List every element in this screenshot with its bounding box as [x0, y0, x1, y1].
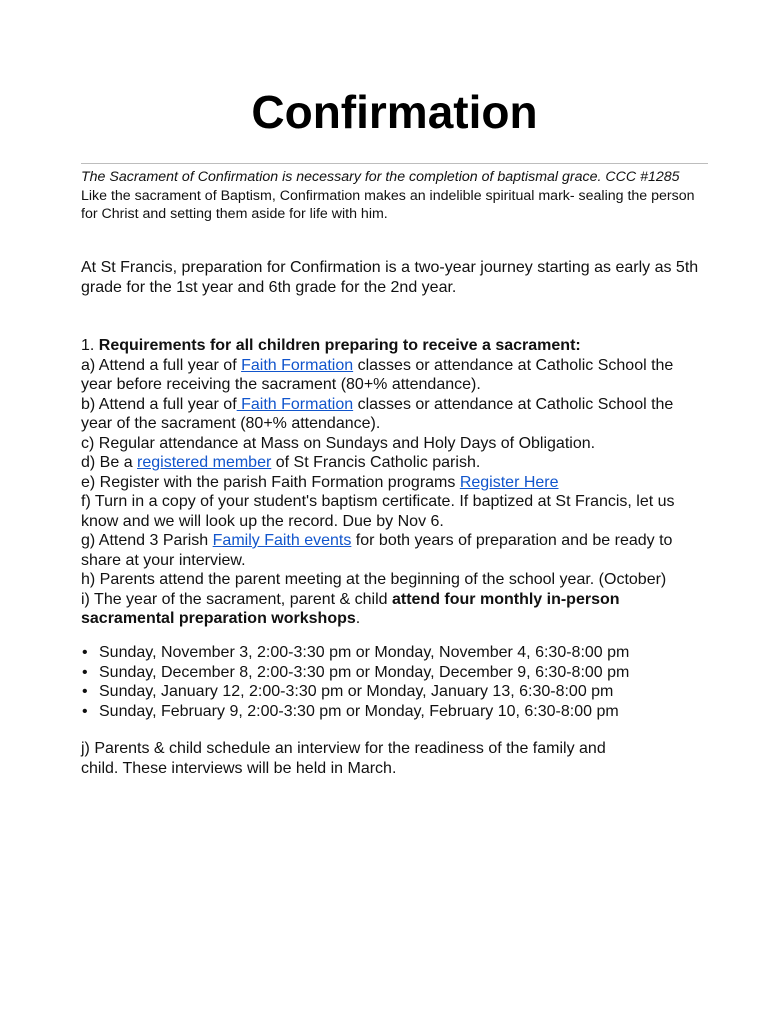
register-here-link[interactable]: Register Here: [459, 473, 559, 491]
registered-member-link[interactable]: registered member: [137, 454, 272, 471]
bullet-icon: •: [82, 683, 88, 700]
requirement-a-text: a) Attend a full year of: [81, 356, 242, 374]
workshop-date: Sunday, December 8, 2:00-3:30 pm or Monday, December 9, 6:30-8:00 pm: [99, 663, 630, 681]
requirement-g: [81, 531, 708, 570]
requirement-a: [81, 356, 708, 395]
workshop-date: Sunday, November 3, 2:00-3:30 pm or Monday, November 4, 6:30-8:00 pm: [99, 644, 630, 661]
page-title: Confirmation: [251, 86, 538, 138]
requirement-e: [81, 473, 708, 493]
requirement-d-text-end: of St Francis Catholic parish.: [271, 454, 481, 471]
workshop-date: Sunday, February 9, 2:00-3:30 pm or Monday, February 10, 6:30-8:00 pm: [99, 702, 619, 720]
requirement-g-text-end: for both years of preparation and be ready to share at your interview.: [81, 532, 673, 569]
interview-note: j) Parents & child schedule an interview for the readiness of the family and child. These interviews will be held in March.: [81, 740, 606, 777]
requirement-i-text: i) The year of the sacrament, parent & child: [81, 590, 392, 608]
requirement-a-text-end: classes or attendance at Catholic School the year before receiving the sacrament (80+% attendance).: [81, 356, 674, 393]
requirement-g-text: g) Attend 3 Parish: [81, 532, 213, 549]
requirement-b-text: b) Attend a full year of: [81, 395, 237, 413]
workshop-dates-list: [81, 643, 708, 721]
catechism-quote: The Sacrament of Confirmation is necessary for the completion of baptismal grace. CCC #1285: [81, 169, 680, 185]
intro-text: Like the sacrament of Baptism, Confirmation makes an indelible spiritual mark- sealing the person for Christ and setting them aside for life with him.: [81, 187, 695, 222]
list-item: [81, 682, 708, 702]
list-item: [81, 663, 708, 683]
intro-section: [81, 168, 708, 224]
bullet-icon: •: [82, 663, 88, 681]
title-divider: [81, 163, 708, 164]
workshop-date: Sunday, January 12, 2:00-3:30 pm or Monday, January 13, 6:30-8:00 pm: [99, 683, 614, 700]
bullet-icon: •: [82, 702, 88, 720]
requirements-heading: [81, 336, 708, 356]
requirement-d: [81, 453, 708, 473]
requirement-f: f) Turn in a copy of your student's baptism certificate. If baptized at St Francis, let us know and we will look up the record. Due by Nov 6.: [81, 493, 675, 530]
requirement-c: c) Regular attendance at Mass on Sundays and Holy Days of Obligation.: [81, 434, 596, 452]
family-faith-events-link[interactable]: Family Faith events: [212, 532, 352, 549]
preparation-overview: At St Francis, preparation for Confirmation is a two-year journey starting as early as 5th grade for the 1st year and 6th grade for the 2nd year.: [81, 259, 699, 296]
requirements-number: 1.: [81, 337, 99, 354]
requirements-heading-text: Requirements for all children preparing to receive a sacrament:: [98, 337, 581, 354]
faith-formation-link-2[interactable]: Faith Formation: [236, 395, 354, 413]
requirement-h: h) Parents attend the parent meeting at the beginning of the school year. (October): [81, 571, 667, 588]
requirement-b-text-end: classes or attendance at Catholic School the year of the sacrament (80+% attendance).: [81, 395, 674, 432]
list-item: [81, 643, 708, 663]
requirement-i: [81, 590, 708, 629]
faith-formation-link[interactable]: Faith Formation: [241, 356, 354, 374]
list-item: [81, 702, 708, 722]
requirement-i-text-end: .: [355, 610, 361, 627]
requirement-b: [81, 395, 708, 434]
bullet-icon: •: [82, 644, 88, 661]
requirements-section: [81, 336, 708, 629]
requirement-i-bold: attend four monthly in-person sacramental preparation workshops: [81, 590, 620, 627]
requirement-e-text: e) Register with the parish Faith Formation programs: [81, 473, 460, 491]
requirement-d-text: d) Be a: [81, 454, 138, 471]
